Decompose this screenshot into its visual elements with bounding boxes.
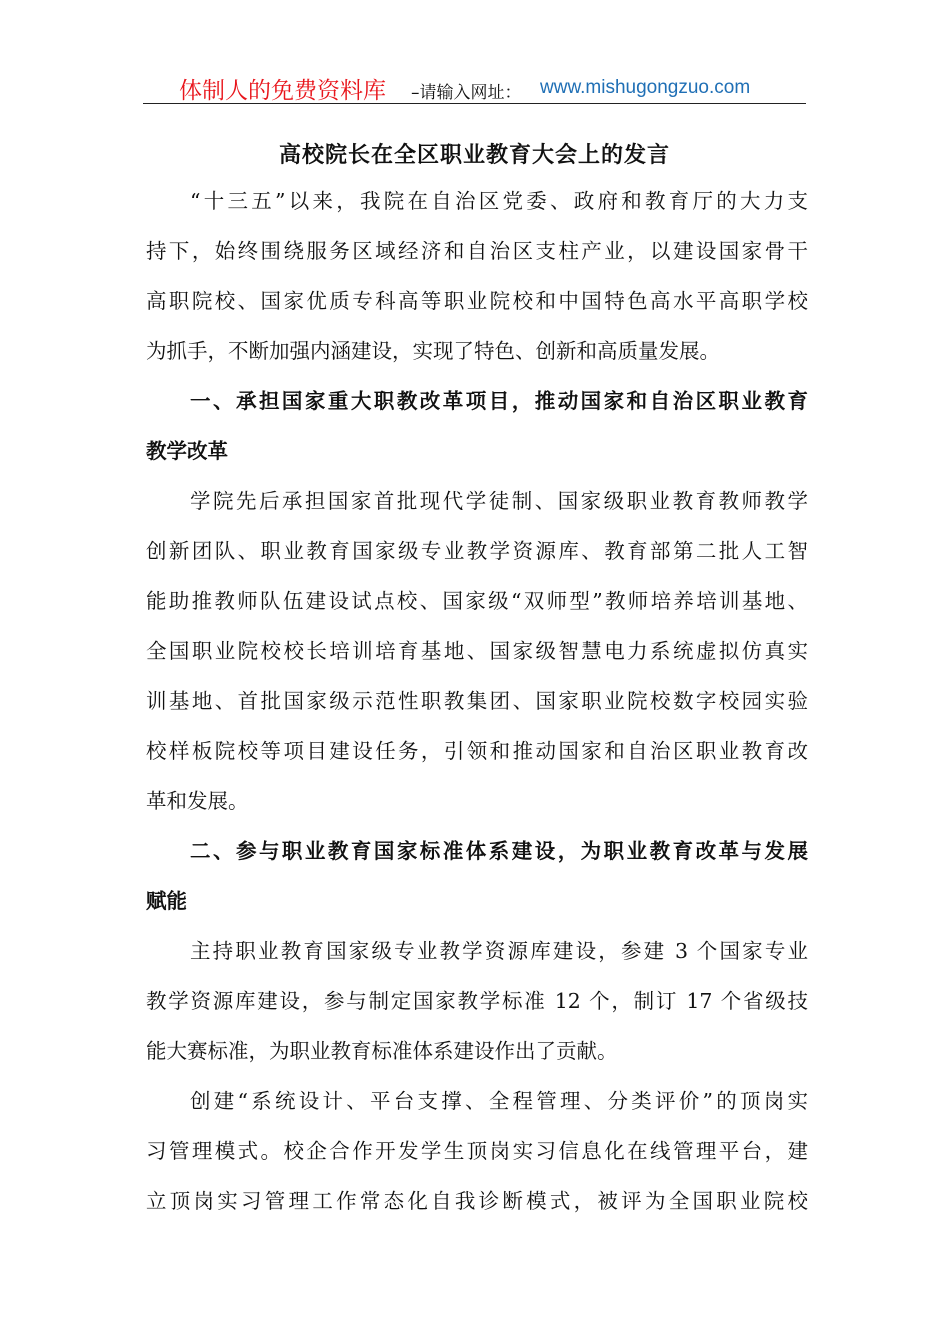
- paragraph-line: 能助推教师队伍建设试点校、国家级“双师型”教师培养培训基地、: [146, 589, 808, 613]
- website-link[interactable]: www.mishugongzuo.com: [540, 77, 751, 98]
- paragraph-line: 创新团队、职业教育国家级专业教学资源库、教育部第二批人工智: [146, 539, 808, 563]
- paragraph-line: 全国职业院校校长培训培育基地、国家级智慧电力系统虚拟仿真实: [146, 639, 808, 663]
- paragraph-line: 能大赛标准，为职业教育标准体系建设作出了贡献。: [146, 1039, 618, 1063]
- paragraph-line: 高职院校、国家优质专科高等职业院校和中国特色高水平高职学校: [146, 289, 808, 313]
- paragraph-line: 训基地、首批国家级示范性职教集团、国家职业院校数字校园实验: [146, 689, 808, 713]
- document-title: 高校院长在全区职业教育大会上的发言: [278, 142, 670, 168]
- paragraph-line: 教学资源库建设，参与制定国家教学标准 12 个，制订 17 个省级技: [146, 989, 808, 1013]
- paragraph-line: “十三五”以来，我院在自治区党委、政府和教育厅的大力支: [190, 189, 808, 213]
- paragraph-line: 学院先后承担国家首批现代学徒制、国家级职业教育教师教学: [190, 489, 808, 513]
- section-heading-line: 二、参与职业教育国家标准体系建设，为职业教育改革与发展: [190, 839, 808, 863]
- paragraph-line: 习管理模式。校企合作开发学生顶岗实习信息化在线管理平台，建: [146, 1139, 808, 1163]
- brand-text: 体制人的免费资料库: [179, 78, 386, 104]
- section-heading-line: 赋能: [146, 889, 187, 913]
- paragraph-line: 主持职业教育国家级专业教学资源库建设，参建 3 个国家专业: [190, 939, 808, 963]
- paragraph-line: 持下，始终围绕服务区域经济和自治区支柱产业，以建设国家骨干: [146, 239, 808, 263]
- section-heading-line: 一、承担国家重大职教改革项目，推动国家和自治区职业教育: [190, 389, 808, 413]
- url-prompt: –请输入网址：: [411, 83, 522, 103]
- paragraph-line: 立顶岗实习管理工作常态化自我诊断模式，被评为全国职业院校: [146, 1189, 808, 1213]
- paragraph-line: 校样板院校等项目建设任务，引领和推动国家和自治区职业教育改: [146, 739, 808, 763]
- section-heading-line: 教学改革: [146, 439, 228, 463]
- paragraph-line: 革和发展。: [146, 789, 249, 813]
- paragraph-line: 为抓手，不断加强内涵建设，实现了特色、创新和高质量发展。: [146, 339, 720, 363]
- page-header: [143, 72, 806, 104]
- paragraph-line: 创建“系统设计、平台支撑、全程管理、分类评价”的顶岗实: [190, 1089, 808, 1113]
